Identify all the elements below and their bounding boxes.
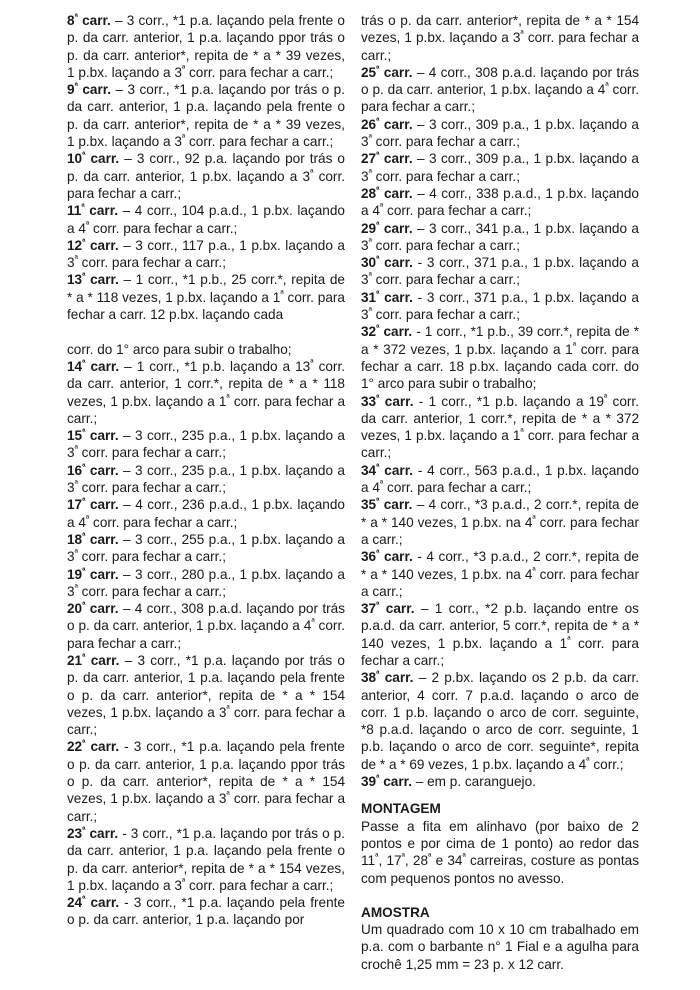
row-label: $8^ª$ carr. bbox=[67, 11, 111, 28]
row-label: $15^ª$ carr. bbox=[67, 426, 119, 444]
row-label: $21^ª$ carr. bbox=[67, 651, 120, 668]
row-text: – 1 corr., *2 p.b. laçando entre os p.a.d. da carr. anterior, 5 corr.*, repita de * a * 140 vezes, 1 p.bx. laçando a $1^ª$ corr. para fechar a carr.; bbox=[361, 601, 639, 668]
row-instruction bbox=[361, 289, 639, 324]
row-text: corr. do 1° arco para subir o trabalho; bbox=[67, 341, 292, 357]
ordinal-mark: ª bbox=[376, 184, 380, 195]
row-instruction bbox=[361, 773, 639, 790]
row-label: $16^ª$ carr. bbox=[67, 461, 119, 478]
row-instruction bbox=[67, 600, 345, 652]
right-column bbox=[361, 12, 639, 973]
ordinal-mark: ª bbox=[520, 426, 524, 437]
montagem-title: MONTAGEM bbox=[361, 801, 441, 817]
row-instruction bbox=[361, 496, 639, 548]
ordinal-mark: ª bbox=[74, 478, 78, 489]
row-label: $34^ª$ carr. bbox=[361, 461, 414, 478]
ordinal-mark: ª bbox=[74, 582, 78, 593]
ordinal-mark: ª bbox=[376, 461, 380, 472]
ordinal-mark: ª bbox=[226, 703, 230, 714]
row-label: $14^ª$ carr. bbox=[67, 357, 120, 374]
row-label: $31^ª$ carr. bbox=[361, 288, 413, 305]
ordinal-mark: ª bbox=[226, 392, 230, 402]
row-instruction bbox=[67, 12, 345, 81]
row-label: $19^ª$ carr. bbox=[67, 564, 119, 582]
row-label: $13^ª$ carr. bbox=[67, 270, 119, 288]
ordinal-mark: ª bbox=[605, 80, 609, 91]
ordinal-mark: ª bbox=[368, 236, 372, 247]
row-instruction bbox=[361, 393, 639, 462]
ordinal-mark: ª bbox=[376, 599, 380, 610]
row-instruction bbox=[361, 150, 639, 185]
row-label: $24^ª$ carr. bbox=[67, 893, 120, 911]
row-text: – 3 corr., 235 p.a., 1 p.bx. laçando a $3^ª$ corr. para fechar a carr.; bbox=[67, 462, 345, 496]
ordinal-mark: ª bbox=[368, 270, 372, 281]
row-text: – em p. caranguejo. bbox=[411, 774, 536, 790]
ordinal-mark: ª bbox=[82, 461, 86, 472]
ordinal-mark: ª bbox=[82, 149, 86, 160]
ordinal-mark: ª bbox=[280, 288, 284, 299]
row-label: $35^ª$ carr. bbox=[361, 495, 413, 513]
row-text: – 3 corr., 341 p.a., 1 p.bx. laçando a $3^ª$ corr. para fechar a carr.; bbox=[361, 220, 639, 253]
row-instruction bbox=[67, 462, 345, 497]
row-instruction bbox=[67, 738, 345, 824]
row-instruction bbox=[67, 427, 345, 462]
row-text: – 3 corr., 117 p.a., 1 p.bx. laçando a $3^ª$ corr. para fechar a carr.; bbox=[67, 237, 345, 271]
ordinal-mark: ª bbox=[567, 634, 571, 645]
row-text: – 3 corr., 92 p.a. laçando por trás o p. da carr. anterior, 1 p.bx. laçando a $3^ª$ corr. para fechar a carr.; bbox=[67, 151, 346, 201]
ordinal-mark: ª bbox=[82, 893, 86, 904]
row-label: $10^ª$ carr. bbox=[67, 149, 120, 167]
row-instruction bbox=[361, 220, 639, 255]
row-text: – 4 corr., 308 p.a.d. laçando por trás o p. da carr. anterior, 1 p.bx. laçando a $4^ª$ corr. para fechar a carr.; bbox=[361, 64, 639, 115]
ordinal-mark: ª bbox=[376, 115, 380, 126]
row-text: – 4 corr., *3 p.a.d., 2 corr.*, repita de * a * 140 vezes, 1 p.bx. na $4^ª$ corr. para fechar a carr.; bbox=[361, 497, 639, 547]
ordinal-mark: ª bbox=[310, 357, 314, 368]
ordinal-mark: ª bbox=[368, 167, 372, 178]
row-label: $9^ª$ carr. bbox=[67, 80, 112, 98]
ordinal-mark: ª bbox=[379, 201, 384, 212]
row-instruction bbox=[67, 81, 345, 150]
row-label: $39^ª$ carr. bbox=[361, 772, 412, 790]
row-text: – 3 corr., 280 p.a., 1 p.bx. laçando a $3^ª$ corr. para fechar a carr.; bbox=[67, 566, 345, 599]
ordinal-mark: ª bbox=[82, 564, 86, 575]
row-text: – 2 p.bx. laçando os 2 p.b. da carr. anterior, 4 corr. 7 p.a.d. laçando o arco de corr. 1 p.b. laçando o arco de corr. seguinte, *8 p.a.d. laçando o arco de corr. seguinte, 1 p.b. laçando o arco de corr. seguinte*, repita de * a * 69 vezes, 1 p.bx. laçando a $4^ª$ corr.; bbox=[361, 670, 639, 772]
row-text: – 1 corr., *1 p.b. laçando a $13^ª$ corr. da carr. anterior, 1 corr.*, repita de * a * 118 vezes, 1 p.bx. laçando a $1^ª$ corr. para fechar a carr.; bbox=[67, 357, 346, 426]
ordinal-mark: ª bbox=[82, 651, 86, 662]
row-label: $25^ª$ carr. bbox=[361, 63, 413, 80]
right-rows bbox=[361, 12, 639, 790]
row-label: $26^ª$ carr. bbox=[361, 115, 413, 132]
ordinal-mark: ª bbox=[368, 132, 372, 143]
row-text: trás o p. da carr. anterior*, repita de * a * 154 vezes, 1 p.bx. laçando a $3^ª$ corr. para fechar a carr.; bbox=[361, 13, 640, 63]
row-instruction bbox=[67, 894, 345, 929]
row-instruction bbox=[361, 548, 639, 600]
ordinal-mark: ª bbox=[586, 755, 590, 766]
ordinal-mark: ª bbox=[376, 772, 380, 783]
row-text: - 4 corr., 563 p.a.d., 1 p.bx. laçando a $4^ª$ corr. para fechar a carr.; bbox=[361, 462, 639, 496]
row-instruction bbox=[67, 358, 345, 427]
ordinal-mark: ª bbox=[311, 616, 315, 627]
row-text: – 3 corr., *1 p.a. laçando por trás o p. da carr. anterior, 1 p.a. laçando pela frente o p. da carr. anterior*, repita de * a * 39 vezes, 1 p.bx. laçando a $3^ª$ corr. para fechar a carr.; bbox=[67, 82, 345, 150]
montagem-text: Passe a fita em alinhavo (por baixo de 2 pontos e por cima de 1 ponto) ao redor das $11^ª$, $17^ª$, $28^ª$ e $34^ª$ carreiras, costure as pontas com pequenos pontos no avesso. bbox=[361, 818, 639, 886]
row-label: $12^ª$ carr. bbox=[67, 236, 119, 253]
amostra-text: Um quadrado com 10 x 10 cm trabalhado em p.a. com o barbante n° 1 Fial e a agulha para crochê 1,25 mm = 23 p. x 12 carr. bbox=[361, 922, 639, 972]
row-instruction bbox=[67, 531, 345, 566]
row-instruction bbox=[361, 12, 639, 64]
ordinal-mark: ª bbox=[310, 167, 314, 178]
ordinal-mark: ª bbox=[181, 63, 186, 74]
row-text: – 4 corr., 308 p.a.d. laçando por trás o p. da carr. anterior, 1 p.bx. laçando a $4^ª$ corr. para fechar a carr.; bbox=[67, 601, 345, 651]
row-label: $33^ª$ carr. bbox=[361, 392, 414, 409]
row-instruction bbox=[361, 185, 639, 220]
ordinal-mark: ª bbox=[462, 851, 466, 862]
ordinal-mark: ª bbox=[428, 851, 432, 862]
row-text: - 4 corr., *3 p.a.d., 2 corr.*, repita de * a * 140 vezes, 1 p.bx. na $4^ª$ corr. para fechar a carr.; bbox=[361, 549, 639, 599]
ordinal-mark: ª bbox=[379, 478, 384, 489]
row-label: $36^ª$ carr. bbox=[361, 547, 413, 565]
row-label: $29^ª$ carr. bbox=[361, 219, 413, 236]
ordinal-mark: ª bbox=[532, 564, 536, 575]
ordinal-mark: ª bbox=[532, 513, 536, 524]
ordinal-mark: ª bbox=[82, 737, 86, 748]
ordinal-mark: ª bbox=[74, 547, 78, 558]
ordinal-mark: ª bbox=[603, 392, 608, 402]
row-instruction bbox=[67, 202, 345, 237]
ordinal-mark: ª bbox=[74, 80, 78, 91]
row-text: – 3 corr., *1 p.a. laçando por trás o p. da carr. anterior, 1 p.a. laçando pela frente o p. da carr. anterior*, repita de * a * 154 vezes, 1 p.bx. laçando a $3^ª$ corr. para fechar a carr.; bbox=[67, 652, 346, 738]
ordinal-mark: ª bbox=[376, 63, 380, 74]
ordinal-mark: ª bbox=[376, 547, 380, 558]
row-text: – 4 corr., 338 p.a.d., 1 p.bx. laçando a $4^ª$ corr. para fechar a carr.; bbox=[361, 185, 639, 219]
ordinal-mark: ª bbox=[376, 668, 380, 679]
row-text: – 3 corr., 255 p.a., 1 p.bx. laçando a $3^ª$ corr. para fechar a carr.; bbox=[67, 531, 345, 565]
row-label: $22^ª$ carr. bbox=[67, 737, 120, 755]
row-label: $27^ª$ carr. bbox=[361, 149, 413, 167]
row-label: $30^ª$ carr. bbox=[361, 253, 413, 271]
row-instruction bbox=[67, 341, 345, 358]
row-text: - 3 corr., 371 p.a., 1 p.bx. laçando a $3^ª$ corr. para fechar a carr.; bbox=[361, 255, 639, 288]
ordinal-mark: ª bbox=[82, 357, 86, 368]
row-label: $23^ª$ carr. bbox=[67, 824, 119, 841]
row-instruction bbox=[361, 323, 639, 392]
row-instruction bbox=[361, 462, 639, 497]
row-text: - 1 corr., *1 p.b. laçando a $19^ª$ corr. da carr. anterior, 1 corr.*, repita de * a * 372 vezes, 1 p.bx. laçando a $1^ª$ corr. para fechar a carr.; bbox=[361, 392, 640, 461]
row-instruction bbox=[67, 825, 345, 894]
row-text: – 3 corr., 309 p.a., 1 p.bx. laçando a $3^ª$ corr. para fechar a carr.; bbox=[361, 116, 639, 150]
ordinal-mark: ª bbox=[82, 599, 86, 610]
left-column bbox=[67, 12, 345, 929]
amostra-title: AMOSTRA bbox=[361, 904, 430, 920]
row-text: - 3 corr., *1 p.a. laçando pela frente o p. da carr. anterior, 1 p.a. laçando ppor trás o p. da carr. anterior*, repita de * a * 154 vezes, 1 p.bx. laçando a $3^ª$ corr. para fechar a carr.; bbox=[67, 739, 346, 824]
row-label: $28^ª$ carr. bbox=[361, 184, 413, 201]
ordinal-mark: ª bbox=[82, 530, 86, 541]
row-text: - 3 corr., 371 p.a., 1 p.bx. laçando a $3^ª$ corr. para fechar a carr.; bbox=[361, 289, 639, 323]
ordinal-mark: ª bbox=[82, 236, 86, 247]
row-instruction bbox=[361, 254, 639, 289]
ordinal-mark: ª bbox=[375, 851, 379, 862]
ordinal-mark: ª bbox=[181, 132, 186, 143]
ordinal-mark: ª bbox=[85, 513, 90, 524]
ordinal-mark: ª bbox=[376, 392, 380, 402]
ordinal-mark: ª bbox=[82, 426, 86, 437]
ordinal-mark: ª bbox=[85, 219, 90, 230]
row-text: – 3 corr., 235 p.a., 1 p.bx. laçando a $3^ª$ corr. para fechar a carr.; bbox=[67, 428, 345, 461]
ordinal-mark: ª bbox=[376, 253, 380, 264]
ordinal-mark: ª bbox=[376, 149, 380, 160]
row-instruction bbox=[67, 271, 345, 323]
row-text: – 4 corr., 104 p.a.d., 1 p.bx. laçando a $4^ª$ corr. para fechar a carr.; bbox=[67, 203, 345, 236]
row-text: - 3 corr., *1 p.a. laçando por trás o p. da carr. anterior, 1 p.a. laçando pela frente o p. da carr. anterior*, repita de * a * 154 vezes, 1 p.bx. laçando a $3^ª$ corr. para fechar a carr.; bbox=[67, 825, 345, 893]
ordinal-mark: ª bbox=[368, 305, 372, 316]
row-label: $18^ª$ carr. bbox=[67, 530, 119, 547]
row-label: $17^ª$ carr. bbox=[67, 495, 119, 513]
row-instruction bbox=[67, 496, 345, 531]
ordinal-mark: ª bbox=[572, 340, 577, 351]
row-text: – 4 corr., 236 p.a.d., 1 p.bx. laçando a $4^ª$ corr. para fechar a carr.; bbox=[67, 497, 345, 530]
ordinal-mark: ª bbox=[181, 876, 186, 887]
ordinal-mark: ª bbox=[82, 495, 86, 506]
row-instruction bbox=[361, 669, 639, 773]
ordinal-mark: ª bbox=[226, 789, 230, 800]
ordinal-mark: ª bbox=[520, 28, 524, 39]
row-label: $32^ª$ carr. bbox=[361, 322, 413, 340]
ordinal-mark: ª bbox=[74, 11, 78, 22]
ordinal-mark: ª bbox=[376, 219, 380, 230]
row-instruction bbox=[361, 600, 639, 669]
row-instruction bbox=[67, 237, 345, 272]
row-instruction bbox=[67, 652, 345, 738]
row-instruction bbox=[67, 150, 345, 202]
row-label: $37^ª$ carr. bbox=[361, 599, 415, 617]
ordinal-mark: ª bbox=[401, 851, 405, 862]
row-instruction bbox=[361, 116, 639, 151]
row-text: - 1 corr., *1 p.b., 39 corr.*, repita de * a * 372 vezes, 1 p.bx. laçando a $1^ª$ corr. para fechar a carr. 18 p.bx. laçando cada corr. do 1° arco para subir o trabalho; bbox=[361, 324, 639, 392]
row-label: $38^ª$ carr. bbox=[361, 668, 414, 686]
ordinal-mark: ª bbox=[376, 322, 380, 333]
ordinal-mark: ª bbox=[81, 201, 85, 212]
row-text: - 3 corr., *1 p.a. laçando pela frente o p. da carr. anterior, 1 p.a. laçando por bbox=[67, 895, 345, 928]
ordinal-mark: ª bbox=[74, 253, 78, 264]
row-label: $20^ª$ carr. bbox=[67, 599, 119, 617]
row-text: – 1 corr., *1 p.b., 25 corr.*, repita de * a * 118 vezes, 1 p.bx. laçando a $1^ª$ corr. para fechar a carr. 12 p.bx. laçando cada bbox=[67, 272, 345, 323]
ordinal-mark: ª bbox=[376, 288, 380, 299]
row-instruction bbox=[67, 566, 345, 601]
row-label: $11^ª$ carr. bbox=[67, 201, 119, 219]
ordinal-mark: ª bbox=[82, 824, 86, 835]
row-text: – 3 corr., *1 p.a. laçando pela frente o p. da carr. anterior, 1 p.a. laçando ppor trás o p. da carr. anterior*, repita de * a * 39 vezes, 1 p.bx. laçando a $3^ª$ corr. para fechar a carr.; bbox=[67, 13, 345, 80]
ordinal-mark: ª bbox=[74, 443, 78, 454]
row-instruction bbox=[361, 64, 639, 116]
ordinal-mark: ª bbox=[376, 495, 380, 506]
row-text: – 3 corr., 309 p.a., 1 p.bx. laçando a $3^ª$ corr. para fechar a carr.; bbox=[361, 151, 639, 184]
ordinal-mark: ª bbox=[82, 270, 86, 281]
